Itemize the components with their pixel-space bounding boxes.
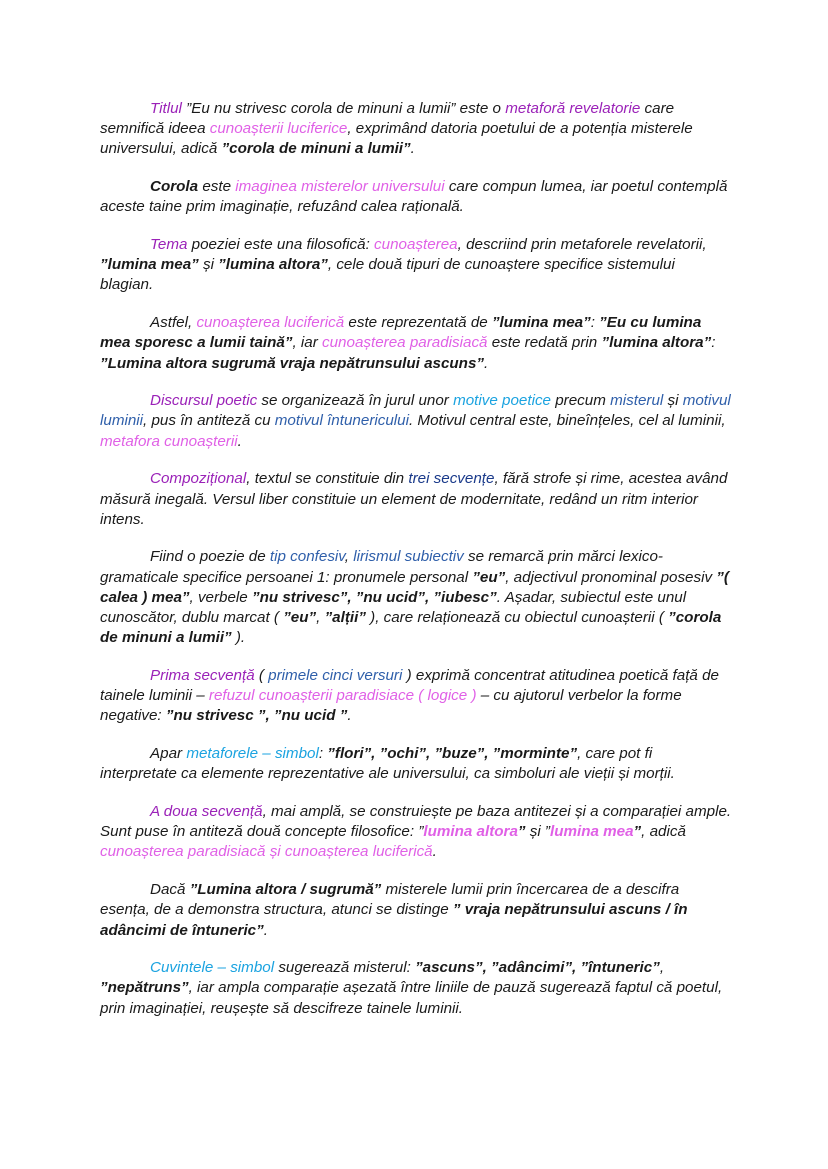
text-run: . Motivul central este, bineînțeles, cel al luminii, — [408, 412, 726, 430]
paragraph — [100, 99, 732, 160]
paragraph — [100, 666, 732, 727]
text-run: ”lumina mea” — [100, 256, 199, 274]
text-run: precum — [551, 392, 611, 410]
text-run: Discursul poetic — [150, 392, 258, 410]
text-run: Apar — [150, 745, 187, 763]
text-run: Prima secvență — [150, 666, 255, 684]
text-run: : — [318, 745, 328, 763]
text-run: ”lumina altora” — [218, 256, 328, 274]
paragraph — [100, 880, 732, 941]
text-run: cunoașterea paradisiacă — [322, 334, 488, 352]
text-run: ” vraja nepătrunsului ascuns / în adâncimi de întuneric” — [100, 901, 688, 939]
text-run: cunoașterea luciferică — [196, 314, 345, 332]
text-run: Cuvintele – simbol — [150, 959, 275, 977]
text-run: ”corola de minuni a lumii” — [221, 140, 411, 158]
text-run: Dacă — [150, 881, 190, 899]
paragraph — [100, 958, 732, 1019]
text-run: motivul luminii — [100, 392, 731, 430]
text-run: este reprezentată de — [344, 314, 492, 332]
text-run: motive poetice — [453, 392, 552, 410]
text-run: lumina altora — [423, 823, 518, 841]
document-body — [100, 99, 732, 1036]
text-run: ”ascuns”, ”adâncimi”, ”întuneric” — [415, 959, 660, 977]
text-run: Titlul — [150, 100, 182, 117]
text-run: – cu ajutorul verbelor la forme negative: — [100, 687, 682, 725]
text-run: , descriind prin metaforele revelatorii, — [457, 236, 707, 254]
text-run: ” — [418, 823, 424, 841]
text-run: metafora cunoașterii — [100, 432, 238, 450]
text-run: poeziei este una filosofică: — [187, 236, 375, 254]
text-run: sugerează misterul: — [274, 959, 416, 977]
text-run: cunoașterii luciferice — [209, 120, 348, 138]
text-run: ”Eu cu lumina mea sporesc a lumii taină” — [100, 314, 702, 352]
text-run: Astfel, — [150, 314, 197, 332]
text-run: ”alții” — [324, 609, 366, 627]
text-run: A doua secvență — [150, 802, 263, 820]
text-run: ( — [254, 666, 269, 684]
text-run: ”eu” — [472, 568, 506, 586]
text-run: cunoașterea paradisiacă și cunoașterea luciferică — [100, 843, 433, 861]
paragraph — [100, 177, 732, 217]
text-run: , cele două tipuri de cunoaștere specifice sistemului blagian. — [100, 256, 675, 294]
text-run: metaforă revelatorie — [505, 100, 641, 117]
text-run: misterul — [610, 392, 664, 410]
text-run: . — [484, 354, 489, 372]
text-run: ” — [544, 823, 550, 841]
text-run: ” — [633, 823, 642, 841]
text-run: tip confesiv — [269, 548, 345, 566]
text-run: ”eu” — [283, 609, 317, 627]
text-run: , — [659, 959, 665, 977]
text-run: . — [347, 707, 352, 725]
text-run: primele cinci versuri — [268, 666, 403, 684]
text-run: refuzul cunoașterii paradisiace ( logice ) — [208, 687, 477, 705]
text-run: și — [198, 256, 219, 274]
text-run: Compozițional — [150, 470, 247, 488]
text-run: , — [316, 609, 325, 627]
text-run: , pus în antiteză cu — [143, 412, 275, 430]
text-run: : — [711, 334, 716, 352]
text-run: ”lumina mea” — [491, 314, 591, 332]
text-run: ”( calea ) mea” — [100, 568, 729, 606]
text-run: , adică — [641, 823, 686, 841]
paragraph — [100, 313, 732, 374]
text-run: : — [590, 314, 600, 332]
text-run: . — [410, 140, 415, 158]
text-run: ”corola de minuni a lumii” — [100, 609, 722, 647]
text-run: ”Eu nu strivesc corola de minuni a lumii” este o — [181, 100, 506, 117]
text-run: ”flori”, ”ochi”, ”buze”, ”morminte” — [327, 745, 578, 763]
text-run: ”nepătruns” — [100, 979, 189, 997]
text-run: care compun lumea, iar poetul contemplă aceste taine prim imaginație, refuzând calea rațională. — [100, 178, 728, 216]
text-run: , textul se constituie din — [246, 470, 409, 488]
paragraph — [100, 469, 732, 530]
paragraph — [100, 744, 732, 784]
text-run: este redată prin — [487, 334, 602, 352]
text-run: , verbele — [189, 588, 252, 606]
text-run: lumina mea — [549, 823, 634, 841]
text-run: , iar — [292, 334, 323, 352]
text-run: se organizează în jurul unor — [257, 392, 454, 410]
text-run: care semnifică ideea — [100, 100, 675, 138]
text-run: și — [663, 392, 683, 410]
text-run: , iar ampla comparație așezată între liniile de pauză sugerează faptul că poetul, prin imaginației, reușește să descifreze tainele luminii. — [100, 979, 723, 1017]
paragraph — [100, 391, 732, 452]
text-run: ”Lumina altora / sugrumă” — [189, 881, 382, 899]
text-run: lirismul subiectiv — [353, 548, 464, 566]
text-run: se remarcă prin mărci lexico-gramaticale specifice persoanei 1: pronumele personal — [100, 548, 663, 586]
text-run: , — [344, 548, 354, 566]
text-run: este — [198, 178, 236, 196]
paragraph — [100, 235, 732, 296]
text-run: trei secvențe — [408, 470, 495, 488]
text-run: motivul întunericului — [274, 412, 409, 430]
text-run: ”lumina altora” — [601, 334, 712, 352]
text-run: ) exprimă concentrat atitudinea poetică față de tainele luminii – — [100, 666, 719, 705]
text-run: . — [432, 843, 437, 861]
paragraph — [100, 547, 732, 648]
text-run: , fără strofe și rime, acestea având măsură inegală. Versul liber constituie un element de modernitate, redând un ritm interior intens. — [100, 470, 728, 528]
text-run: ” — [517, 823, 526, 841]
text-run: misterele lumii prin încercarea de a descifra esența, de a demonstra structura, atunci se distinge — [100, 881, 680, 919]
text-run: , exprimând datoria poetului de a potenția misterele universului, adică — [100, 120, 693, 158]
text-run: . — [263, 921, 268, 939]
paragraph — [100, 802, 732, 863]
text-run: Corola — [150, 178, 199, 196]
text-run: . Așadar, subiectul este unul cunoscător, dublu marcat ( — [100, 588, 687, 627]
text-run: metaforele – simbol — [186, 745, 319, 763]
text-run: cunoașterea — [374, 236, 458, 254]
text-run: , mai amplă, se construiește pe baza antitezei și a comparației ample. Sunt puse în antiteză două concepte filosofice: — [100, 802, 732, 841]
text-run: . — [237, 432, 242, 450]
text-run: Tema — [150, 236, 188, 254]
text-run: ”nu strivesc”, ”nu ucid”, ”iubesc” — [251, 588, 497, 606]
text-run: , adjectivul pronominal posesiv — [505, 568, 717, 586]
text-run: Fiind o poezie de — [150, 548, 270, 566]
text-run: imaginea misterelor universului — [235, 178, 445, 196]
text-run: , care pot fi interpretate ca elemente reprezentative ale universului, ca simboluri ale vieții și morții. — [100, 745, 675, 783]
text-run: ). — [231, 629, 246, 647]
text-run: ), care relaționează cu obiectul cunoașterii ( — [365, 609, 669, 627]
text-run: ”nu strivesc ”, ”nu ucid ” — [165, 707, 348, 725]
text-run: și — [525, 823, 545, 841]
text-run: ”Lumina altora sugrumă vraja nepătrunsului ascuns” — [100, 354, 485, 372]
